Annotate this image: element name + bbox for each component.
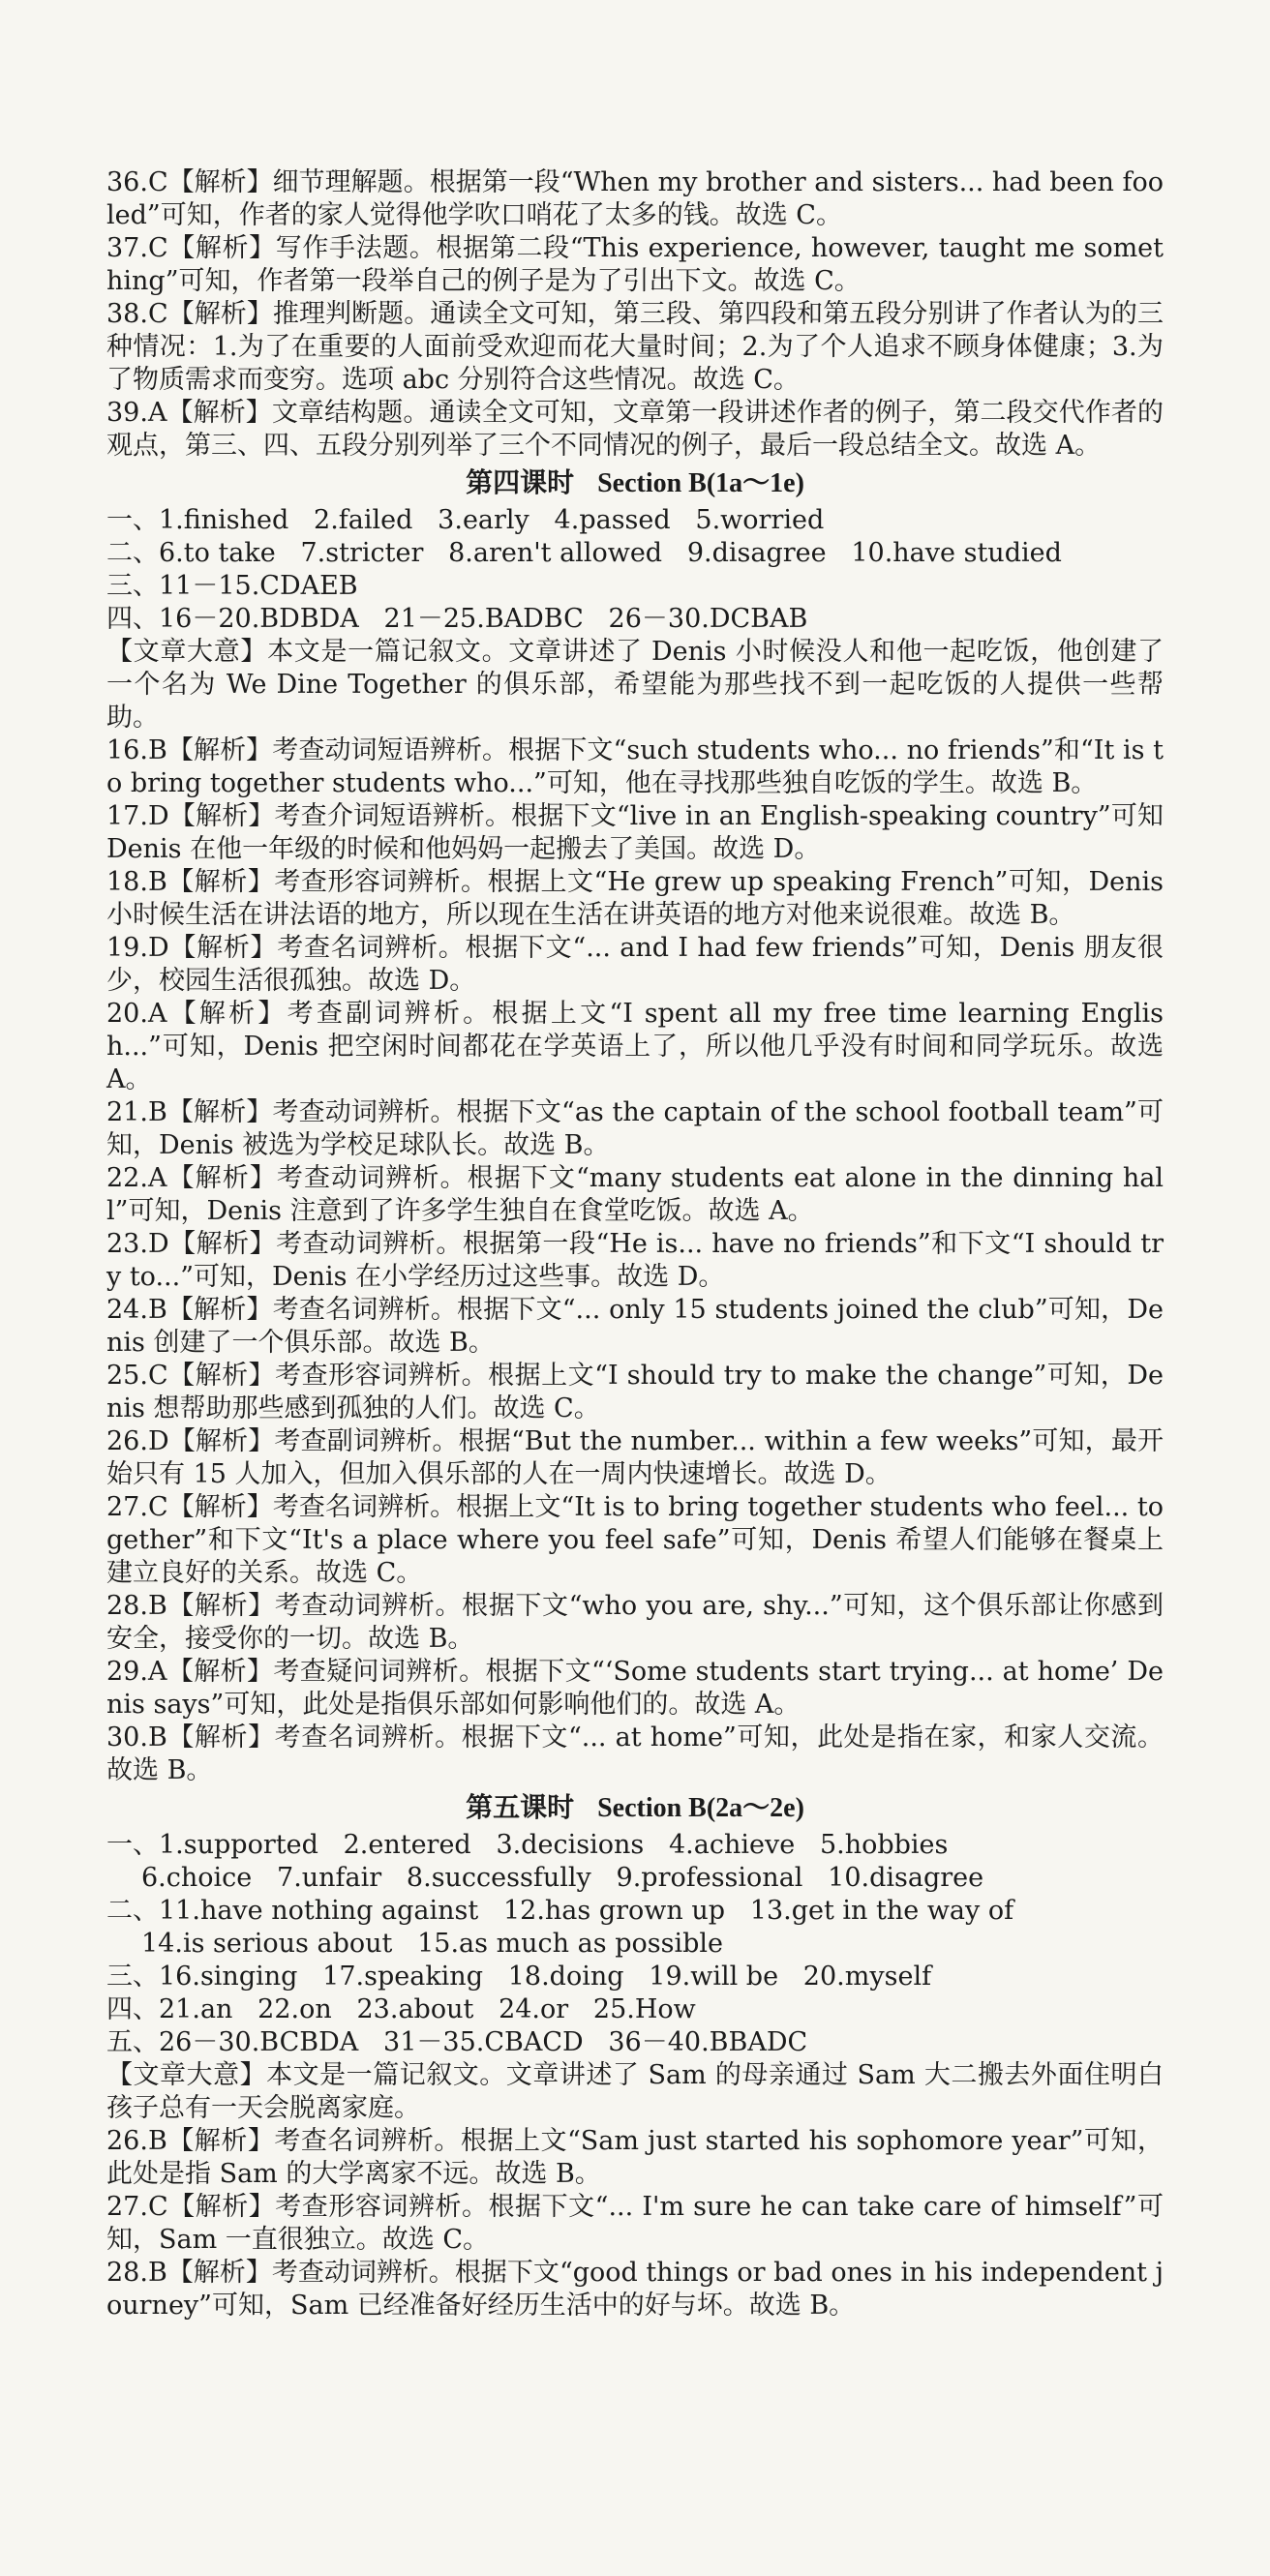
answer-explanation-16: 16.B【解析】考查动词短语辨析。根据下文“such students who... no friends”和“It is to bring together students who...”可知，他在寻找那些独自吃饭的学生。故选 B。	[106, 735, 1164, 798]
lesson-5-block	[106, 1789, 1164, 2322]
answer-explanation-27: 27.C【解析】考查形容词辨析。根据下文“... I'm sure he can take care of himself”可知，Sam 一直很独立。故选 C。	[106, 2192, 1164, 2255]
answer-explanation-23: 23.D【解析】考查动词辨析。根据第一段“He is... have no friends”和下文“I should try to...”可知，Denis 在小学经历过这些事。故选 D。	[106, 1229, 1164, 1292]
article-summary: 【文章大意】本文是一篇记叙文。文章讲述了 Denis 小时候没人和他一起吃饭，他创建了一个名为 We Dine Together 的俱乐部，希望能为那些找不到一起吃饭的人提供一些帮助。	[106, 637, 1164, 733]
answer-explanation-24: 24.B【解析】考查名词辨析。根据下文“... only 15 students joined the club”可知，Denis 创建了一个俱乐部。故选 B。	[106, 1295, 1164, 1358]
answer-line: 14.is serious about 15.as much as possible	[141, 1929, 723, 1959]
answer-explanation-20: 20.A【解析】考查副词辨析。根据上文“I spent all my free time learning English...”可知，Denis 把空闲时间都花在学英语上了，所以他几乎没有时间和同学玩乐。故选 A。	[106, 999, 1164, 1094]
answer-line: 二、6.to take 7.stricter 8.aren't allowed 9.disagree 10.have studied	[106, 538, 1062, 568]
answer-explanation-21: 21.B【解析】考查动词辨析。根据下文“as the captain of the school football team”可知，Denis 被选为学校足球队长。故选 B。	[106, 1097, 1164, 1160]
lesson-5-heading	[106, 1789, 1164, 1827]
answer-explanation-25: 25.C【解析】考查形容词辨析。根据上文“I should try to make the change”可知，Denis 想帮助那些感到孤独的人们。故选 C。	[106, 1361, 1164, 1423]
lesson-4-block	[106, 464, 1164, 1787]
intro-block	[106, 166, 1164, 463]
answer-explanation-30: 30.B【解析】考查名词辨析。根据下文“... at home”可知，此处是指在家，和家人交流。故选 B。	[106, 1722, 1164, 1785]
answer-explanation-38: 38.C【解析】推理判断题。通读全文可知，第三段、第四段和第五段分别讲了作者认为的三种情况：1.为了在重要的人面前受欢迎而花大量时间；2.为了个人追求不顾身体健康；3.为了物质需求而变穷。选项 abc 分别符合这些情况。故选 C。	[106, 299, 1164, 395]
lesson-4-heading	[106, 464, 1164, 502]
answer-line: 五、26－30.BCBDA 31－35.CBACD 36－40.BBADC	[106, 2027, 808, 2057]
answer-line: 二、11.have nothing against 12.has grown up 13.get in the way of	[106, 1896, 1014, 1926]
answer-explanation-26: 26.B【解析】考查名词辨析。根据上文“Sam just started his sophomore year”可知，此处是指 Sam 的大学离家不远。故选 B。	[106, 2126, 1164, 2189]
answer-line: 6.choice 7.unfair 8.successfully 9.professional 10.disagree	[141, 1863, 984, 1893]
answer-explanation-26: 26.D【解析】考查副词辨析。根据“But the number... within a few weeks”可知，最开始只有 15 人加入，但加入俱乐部的人在一周内快速增长。故选 D。	[106, 1426, 1164, 1489]
answer-line: 四、21.an 22.on 23.about 24.or 25.How	[106, 1994, 696, 2024]
lesson-5-section: Section B(2a～2e)	[597, 1793, 804, 1823]
answer-line: 一、1.finished 2.failed 3.early 4.passed 5.worried	[106, 505, 825, 535]
answer-explanation-28: 28.B【解析】考查动词辨析。根据下文“good things or bad ones in his independent journey”可知，Sam 已经准备好经历生活中的好与坏。故选 B。	[106, 2258, 1164, 2321]
answer-explanation-22: 22.A【解析】考查动词辨析。根据下文“many students eat alone in the dinning hall”可知，Denis 注意到了许多学生独自在食堂吃饭。故选 A。	[106, 1163, 1164, 1226]
answer-explanation-17: 17.D【解析】考查介词短语辨析。根据下文“live in an English-speaking country”可知 Denis 在他一年级的时候和他妈妈一起搬去了美国。故选 D。	[106, 801, 1164, 864]
answer-explanation-29: 29.A【解析】考查疑问词辨析。根据下文“‘Some students start trying... at home’ Denis says”可知，此处是指俱乐部如何影响他们的。故选 A。	[106, 1657, 1164, 1720]
lesson-4-title: 第四课时	[466, 466, 575, 498]
answer-explanation-27: 27.C【解析】考查名词辨析。根据上文“It is to bring together students who feel... together”和下文“It's a place where you feel safe”可知，Denis 希望人们能够在餐桌上建立良好的关系。故选 C。	[106, 1492, 1164, 1588]
answer-explanation-28: 28.B【解析】考查动词辨析。根据下文“who you are, shy...”可知，这个俱乐部让你感到安全，接受你的一切。故选 B。	[106, 1591, 1164, 1654]
answer-explanation-19: 19.D【解析】考查名词辨析。根据下文“... and I had few friends”可知，Denis 朋友很少，校园生活很孤独。故选 D。	[106, 933, 1164, 996]
lesson-5-title: 第五课时	[466, 1791, 575, 1823]
answer-line: 三、11－15.CDAEB	[106, 571, 358, 601]
answer-explanation-36: 36.C【解析】细节理解题。根据第一段“When my brother and sisters... had been fooled”可知，作者的家人觉得他学吹口哨花了太多的钱。故选 C。	[106, 167, 1164, 230]
lesson-4-section: Section B(1a～1e)	[597, 468, 804, 498]
answer-line: 三、16.singing 17.speaking 18.doing 19.will be 20.myself	[106, 1962, 932, 1992]
answer-line: 四、16－20.BDBDA 21－25.BADBC 26－30.DCBAB	[106, 604, 808, 634]
article-summary: 【文章大意】本文是一篇记叙文。文章讲述了 Sam 的母亲通过 Sam 大二搬去外面住明白孩子总有一天会脱离家庭。	[106, 2060, 1164, 2123]
answer-explanation-39: 39.A【解析】文章结构题。通读全文可知，文章第一段讲述作者的例子，第二段交代作者的观点，第三、四、五段分别列举了三个不同情况的例子，最后一段总结全文。故选 A。	[106, 398, 1164, 461]
answer-explanation-18: 18.B【解析】考查形容词辨析。根据上文“He grew up speaking French”可知，Denis 小时候生活在讲法语的地方，所以现在生活在讲英语的地方对他来说很难。故选 B。	[106, 867, 1164, 930]
answer-line: 一、1.supported 2.entered 3.decisions 4.achieve 5.hobbies	[106, 1830, 949, 1860]
answer-explanation-37: 37.C【解析】写作手法题。根据第二段“This experience, however, taught me something”可知，作者第一段举自己的例子是为了引出下文。故选 C。	[106, 233, 1164, 296]
